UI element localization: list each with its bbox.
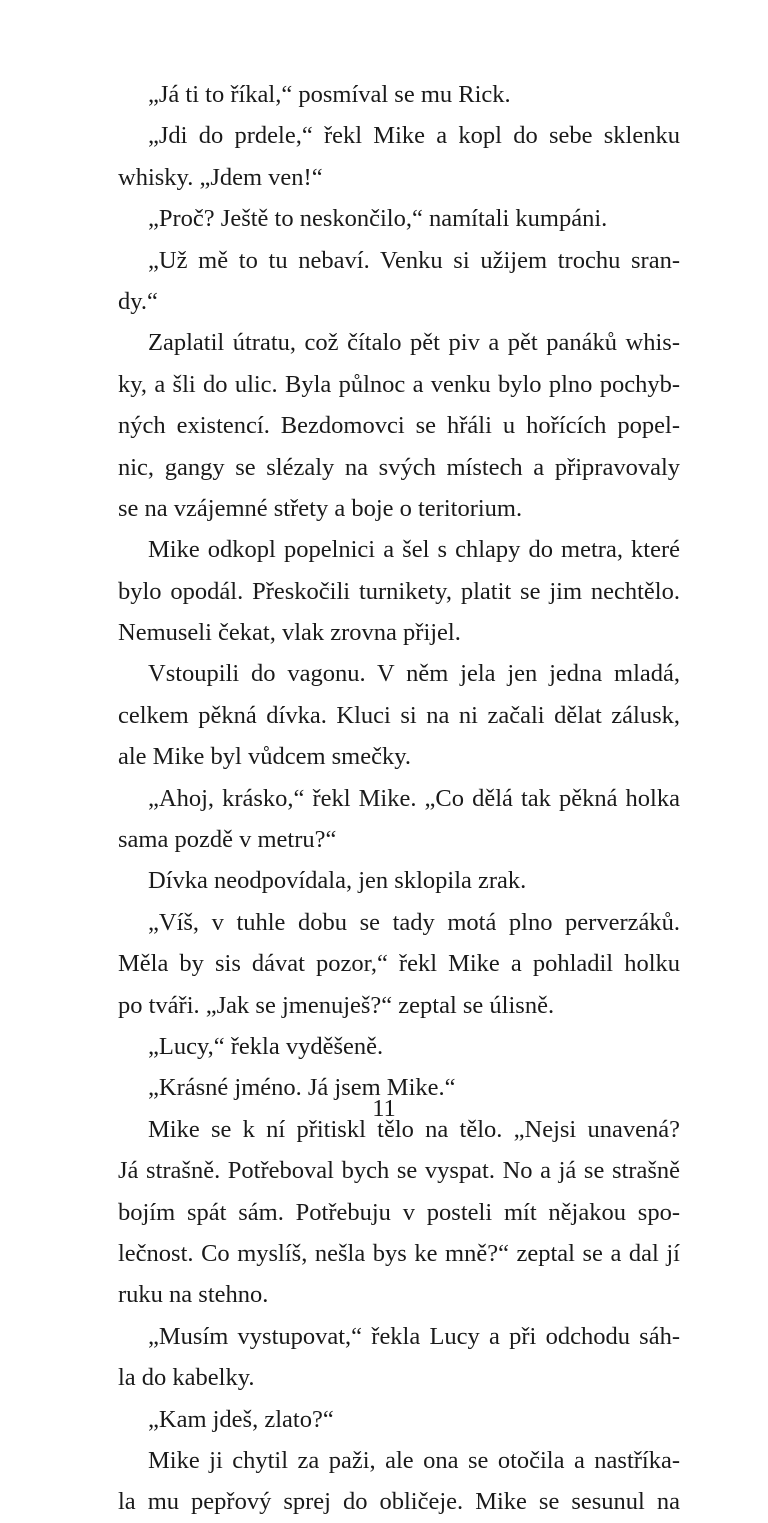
text-line: sama pozdě v metru?“ [118,826,337,854]
text-line: Dívka neodpovídala, jen sklopila zrak. [148,867,527,895]
text-line: „Proč? Ještě to neskončilo,“ namítali kumpáni. [148,205,608,233]
text-line: ky, a šli do ulic. Byla půlnoc a venku bylo plno pochyb- [118,370,680,398]
text-line: „Víš, v tuhle dobu se tady motá plno perverzáků. [148,908,680,936]
text-line: ných existencí. Bezdomovci se hřáli u hořících popel- [118,412,680,440]
text-line: Měla by sis dávat pozor,“ řekl Mike a pohladil holku [118,950,680,978]
text-line: „Ahoj, krásko,“ řekl Mike. „Co dělá tak pěkná holka [148,784,680,812]
text-line: „Musím vystupovat,“ řekla Lucy a při odchodu sáh- [148,1322,680,1350]
text-line: la do kabelky. [118,1364,255,1392]
text-line: Vstoupili do vagonu. V něm jela jen jedna mladá, [148,660,680,688]
text-line: bojím spát sám. Potřebuju v posteli mít nějakou spo- [118,1198,680,1226]
text-line: Mike odkopl popelnici a šel s chlapy do metra, které [148,536,680,564]
text-line: Já strašně. Potřeboval bych se vyspat. No a já se strašně [118,1157,680,1185]
text-line: ruku na stehno. [118,1281,269,1309]
text-line: Zaplatil útratu, což čítalo pět piv a pět panáků whis- [148,329,680,357]
text-line: se na vzájemné střety a boje o teritorium. [118,494,523,522]
text-line: „Kam jdeš, zlato?“ [148,1405,334,1433]
text-line: „Jdi do prdele,“ řekl Mike a kopl do sebe sklenku [148,122,680,150]
text-line: „Už mě to tu nebaví. Venku si užijem trochu sran- [148,246,680,274]
text-line: bylo opodál. Přeskočili turnikety, platit se jim nechtělo. [118,577,680,605]
text-line: Mike se k ní přitiskl tělo na tělo. „Nejsi unavená? [148,1115,680,1143]
text-line: lečnost. Co myslíš, nešla bys ke mně?“ zeptal se a dal jí [118,1239,680,1267]
text-line: celkem pěkná dívka. Kluci si na ni začali dělat zálusk, [118,701,680,729]
text-line: „Krásné jméno. Já jsem Mike.“ [148,1074,456,1102]
text-line: Mike ji chytil za paži, ale ona se otočila a nastříka- [148,1446,680,1474]
text-line: po tváři. „Jak se jmenuješ?“ zeptal se úlisně. [118,991,555,1019]
text-line: la mu pepřový sprej do obličeje. Mike se sesunul na [118,1488,680,1516]
text-line: dy.“ [118,287,158,315]
body-text [118,74,680,1523]
page-number: 11 [372,1095,396,1122]
text-line: „Já ti to říkal,“ posmíval se mu Rick. [148,81,511,108]
text-line: whisky. „Jdem ven!“ [118,163,323,191]
text-line: Nemuseli čekat, vlak zrovna přijel. [118,619,461,647]
text-line: „Lucy,“ řekla vyděšeně. [148,1032,384,1060]
text-line: nic, gangy se slézaly na svých místech a připravovaly [118,453,680,481]
text-line: ale Mike byl vůdcem smečky. [118,743,412,771]
